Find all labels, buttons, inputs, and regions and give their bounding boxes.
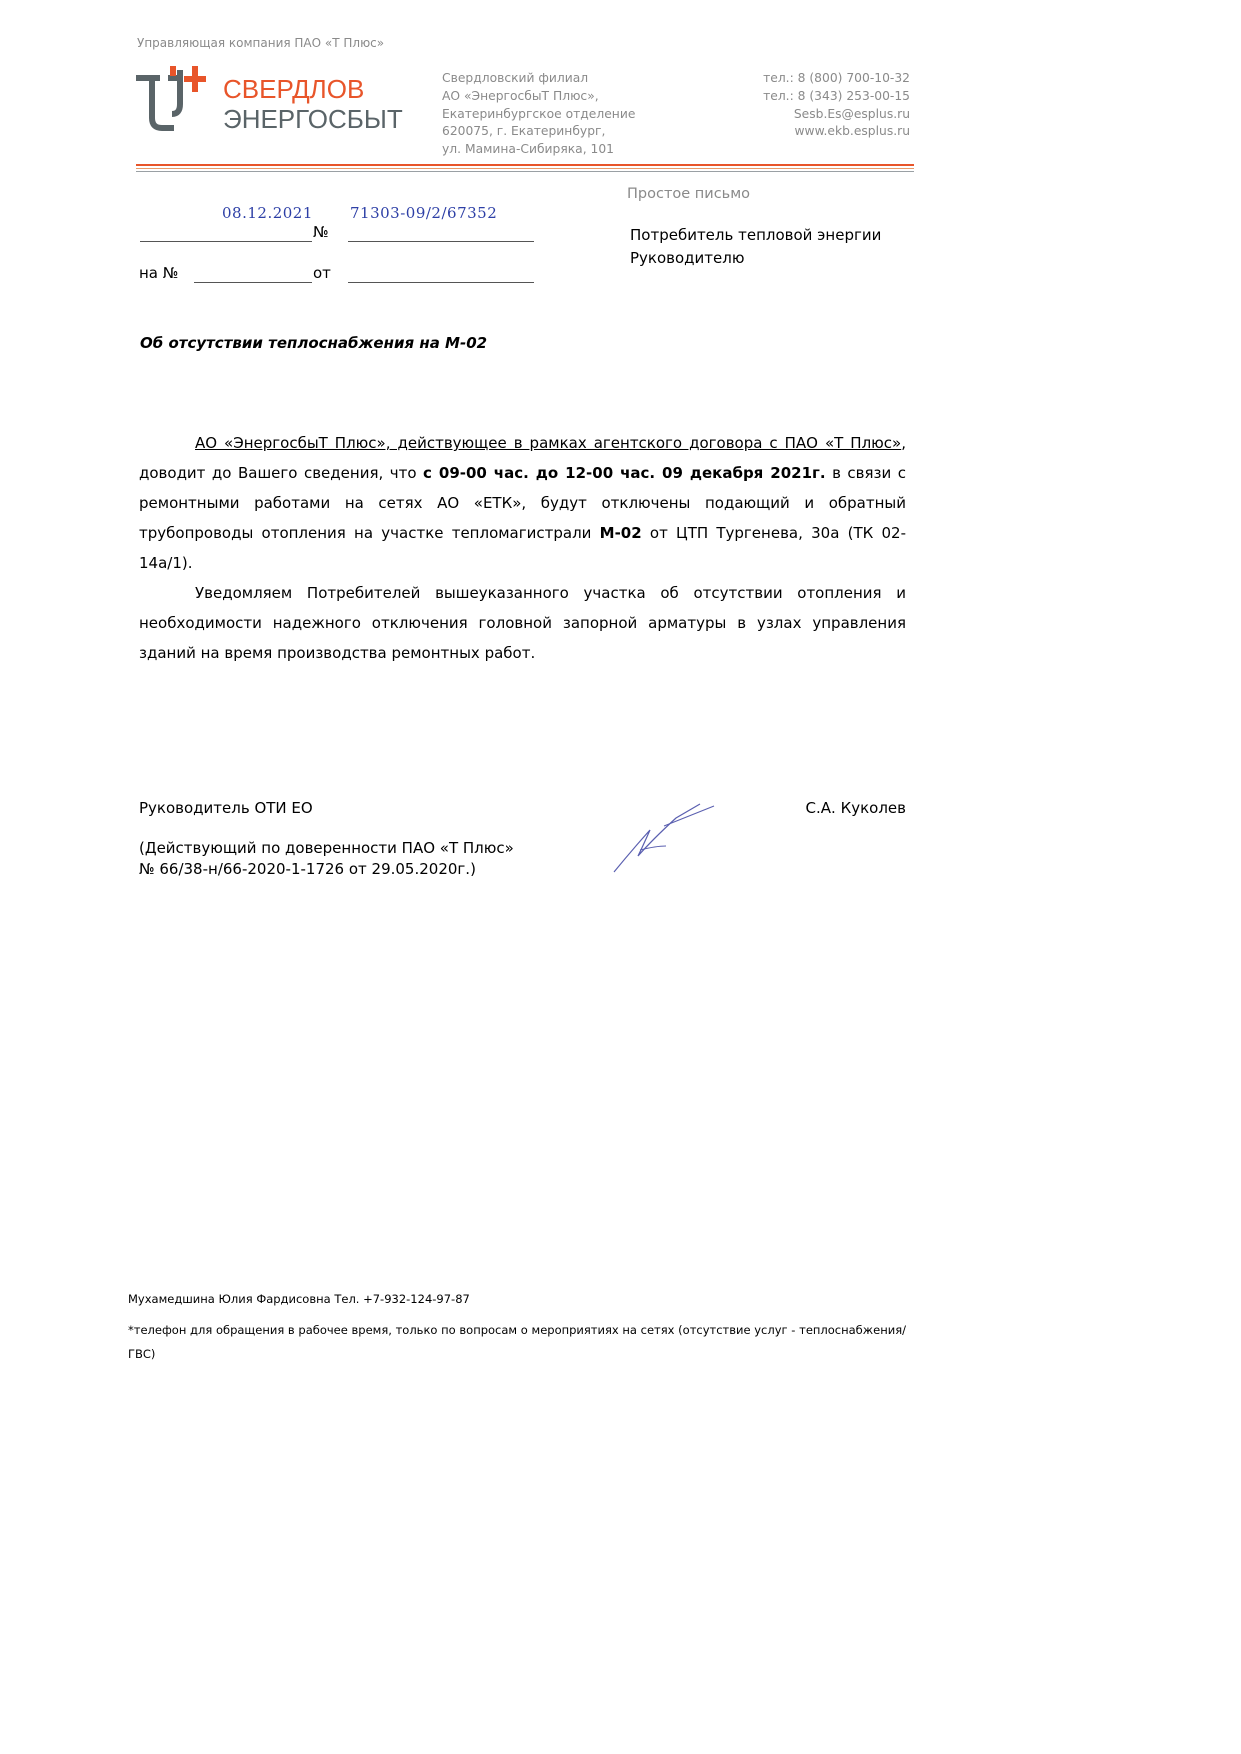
- signer-name: С.А. Куколев: [805, 799, 906, 817]
- main-line-id: М-02: [599, 524, 642, 542]
- address-line: ул. Мамина-Сибиряка, 101: [442, 142, 614, 157]
- date-underline: [140, 241, 312, 242]
- company-logo: [134, 64, 406, 134]
- website: www.ekb.esplus.ru: [794, 124, 910, 139]
- agent-clause: АО «ЭнергосбыТ Плюс», действующее в рамках агентского договора с ПАО «Т Плюс»: [195, 434, 902, 452]
- phone-1: тел.: 8 (800) 700-10-32: [763, 71, 910, 85]
- from-label: от: [313, 264, 331, 282]
- management-company-line: Управляющая компания ПАО «Т Плюс»: [137, 36, 385, 50]
- branch-address: [442, 70, 635, 159]
- signer-role: Руководитель ОТИ ЕО: [139, 799, 313, 817]
- power-of-attorney-note: [139, 838, 514, 880]
- note-line1: (Действующий по доверенности ПАО «Т Плюс»: [139, 839, 514, 857]
- paragraph-1: АО «ЭнергосбыТ Плюс», действующее в рамках агентского договора с ПАО «Т Плюс», доводит до Вашего сведения, что с 09-00 час. до 12-00 час. 09 декабря 2021г. в связи с ремонтными работами на сетях АО «ЕТК», будут отключены подающий и обратный трубопроводы отопления на участке тепломагистрали М-02 от ЦТП Тургенева, 30а (ТК 02-14а/1).: [139, 434, 906, 572]
- recipient-line2: Руководителю: [630, 249, 745, 267]
- address-line: Свердловский филиал: [442, 71, 589, 85]
- contacts-block: [763, 70, 910, 141]
- reply-number-underline: [194, 282, 312, 283]
- note-line2: № 66/38-н/66-2020-1-1726 от 29.05.2020г.): [139, 860, 476, 878]
- paragraph-2: Уведомляем Потребителей вышеуказанного участка об отсутствии отопления и необходимости надежного отключения головной запорной арматуры в узлах управления зданий на время производства ремонтных работ.: [139, 584, 906, 662]
- letter-type: Простое письмо: [627, 186, 751, 202]
- email: Sesb.Es@esplus.ru: [793, 106, 910, 121]
- number-underline: [348, 241, 534, 242]
- address-line: 620075, г. Екатеринбург,: [442, 124, 606, 139]
- header-rule-orange: [136, 164, 914, 166]
- number-label: №: [313, 223, 329, 241]
- recipient-line1: Потребитель тепловой энергии: [630, 226, 882, 244]
- letter-body: [139, 428, 906, 668]
- logo-line2: ЭНЕРГОСБЫТ: [223, 104, 403, 134]
- outage-period: с 09-00 час. до 12-00 час. 09 декабря 2021г.: [423, 464, 826, 482]
- logo-line1: СВЕРДЛОВ: [223, 74, 365, 104]
- header-rule-grey: [136, 171, 914, 172]
- logo-mark-icon: [136, 66, 206, 128]
- executor-contact: Мухамедшина Юлия Фардисовна Тел. +7-932-124-97-87: [128, 1292, 470, 1306]
- handwritten-signature: [612, 800, 716, 874]
- recipient: [630, 224, 881, 270]
- registration-number: 71303-09/2/67352: [350, 204, 498, 222]
- registration-date: 08.12.2021: [222, 204, 313, 222]
- reply-date-underline: [348, 282, 534, 283]
- header-rule-light: [136, 168, 914, 169]
- phone-2: тел.: 8 (343) 253-00-15: [763, 88, 910, 103]
- address-line: АО «ЭнергосбыТ Плюс»,: [442, 88, 599, 103]
- reply-label: на №: [139, 264, 179, 282]
- subject: Об отсутствии теплоснабжения на М-02: [140, 334, 488, 352]
- phone-usage-note: *телефон для обращения в рабочее время, только по вопросам о мероприятиях на сетях (отсутствие услуг - теплоснабжения/ГВС): [128, 1323, 906, 1361]
- address-line: Екатеринбургское отделение: [442, 106, 636, 121]
